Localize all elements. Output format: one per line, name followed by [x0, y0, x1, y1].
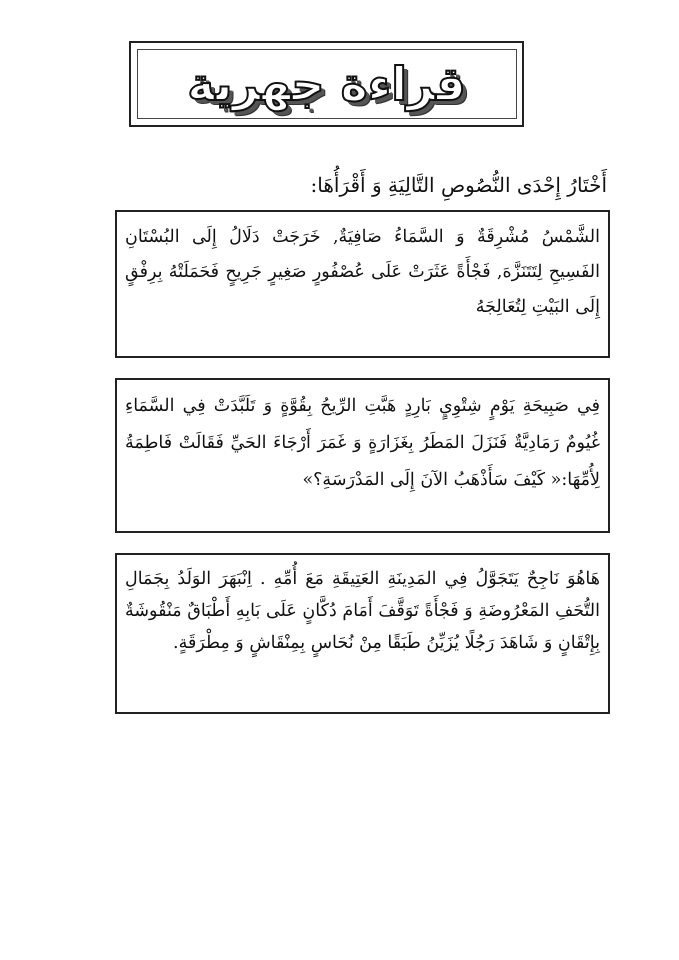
title-frame: [129, 41, 524, 127]
instruction-text: أَخْتَارُ إِحْدَى النُّصُوصِ التَّالِيَةِ وَ أَقْرَأُهَا:: [310, 173, 607, 197]
page-title: قراءة جهرية: [187, 57, 466, 111]
passage-box-2: فِي صَبِيحَةِ يَوْمٍ شِتْوِيٍ بَارِدٍ هَبَّتِ الرِّيحُ بِقُوَّةٍ وَ تَلَبَّدَتْ فِي السَّمَاءِ غُيُومٌ رَمَادِيَّةٌ فَنَزَلَ المَطَرُ بِغَزَارَةٍ وَ غَمَرَ أَرْجَاءَ الحَيِّ فَقَالَتْ فَاطِمَةُ لِأُمِّهَا:« كَيْفَ سَأَذْهَبُ الآنَ إِلَى المَدْرَسَةِ؟»: [115, 378, 610, 533]
passage-box-3: هَاهُوَ نَاجِحٌ يَتَجَوَّلُ فِي المَدِينَةِ العَتِيقَةِ مَعَ أُمِّهِ . اِنْبَهَرَ الوَلَدُ بِجَمَالِ التُّحَفِ المَعْرُوضَةِ وَ فَجْأَةً تَوَقَّفَ أَمَامَ دُكَّانٍ عَلَى بَابِهِ أَطْبَاقٌ مَنْقُوشَةٌ بِإِتْقَانٍ وَ شَاهَدَ رَجُلًا يُزَيِّنُ طَبَقًا مِنْ نُحَاسٍ بِمِنْقَاشٍ وَ مِطْرَقَةٍ.: [115, 553, 610, 714]
title-inner-frame: [137, 49, 517, 119]
passage-box-1: الشَّمْسُ مُشْرِقَةٌ وَ السَّمَاءُ صَافِيَةٌ, خَرَجَتْ دَلَالُ إِلَى البُسْتَانِ الفَسِيحِ لِتَتَنَزَّهَ, فَجْأَةً عَثَرَتْ عَلَى عُصْفُورٍ صَغِيرٍ جَرِيحٍ فَحَمَلَتْهُ بِرِفْقٍ إِلَى البَيْتِ لِتُعَالِجَهُ: [115, 210, 610, 358]
